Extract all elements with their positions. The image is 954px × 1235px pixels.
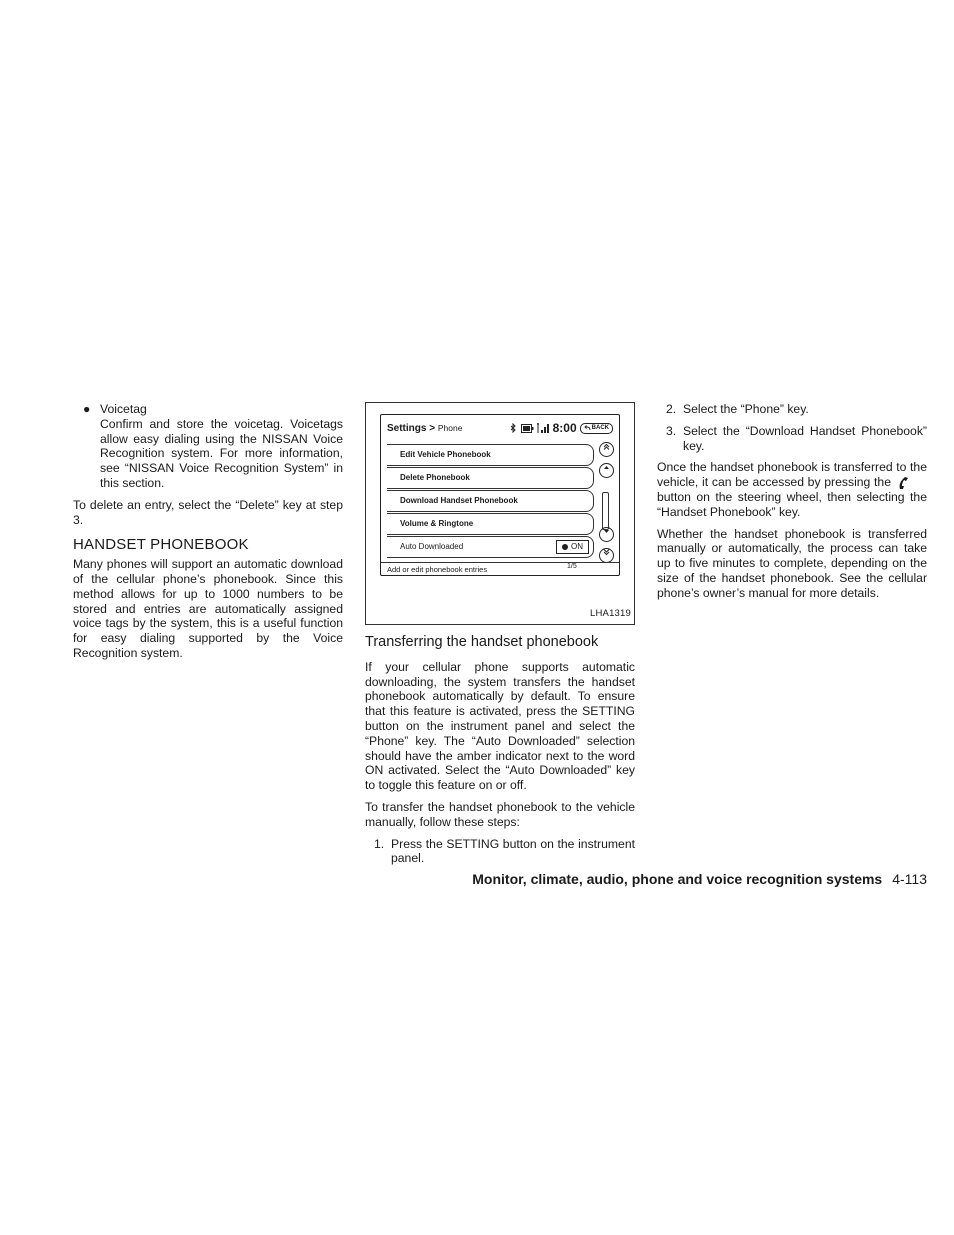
display-screen: [380, 414, 620, 576]
scroll-top-button[interactable]: [599, 442, 614, 457]
step-number: 2.: [666, 402, 677, 416]
back-button-label: BACK: [591, 424, 609, 431]
bullet-marker: ●: [83, 402, 91, 416]
menu-item-label: Auto Downloaded: [400, 542, 464, 551]
delete-paragraph: To delete an entry, select the “Delete” key at step 3.: [73, 497, 343, 527]
column-right: [657, 402, 927, 608]
chapter-title: Monitor, climate, audio, phone and voice recognition systems: [472, 871, 883, 887]
duration-paragraph: Whether the handset phonebook is transferred manually or automatically, the process can take up to five minutes to complete, depending on the size of the handset phonebook. See the cellular phone’s owner’s manual for more details.: [657, 526, 927, 600]
page-footer: [300, 871, 927, 887]
page-number: 4-113: [892, 871, 927, 887]
back-arrow-icon: [584, 425, 591, 431]
scrollbar[interactable]: [602, 492, 609, 530]
battery-icon: [521, 424, 534, 433]
menu-item-delete-phonebook[interactable]: [387, 467, 594, 489]
menu-item-volume-ringtone[interactable]: [387, 513, 594, 535]
access-text-a: Once the handset phonebook is transferred to the vehicle, it can be accessed by pressing the: [657, 460, 927, 490]
bullet-title: Voicetag: [100, 402, 147, 416]
menu-item-edit-vehicle-phonebook[interactable]: [387, 444, 594, 466]
scroll-down-button[interactable]: [599, 527, 614, 542]
clock-time: 8:00: [552, 421, 577, 435]
step-2: [657, 402, 927, 417]
menu-item-download-handset-phonebook[interactable]: [387, 490, 594, 512]
step-text: Select the “Phone” key.: [683, 402, 809, 416]
indicator-dot-icon: [562, 544, 568, 550]
screen-title: Settings >: [387, 423, 436, 434]
step-1: [365, 837, 635, 867]
figure-label: LHA1319: [589, 608, 631, 620]
toggle-label: ON: [571, 542, 583, 551]
bullet-text: Confirm and store the voicetag. Voicetags allow easy dialing using the NISSAN Voice Recognition system. For more information, see “NISSAN Voice Recognition System” in this section.: [100, 416, 343, 490]
menu-item-auto-downloaded[interactable]: [387, 536, 594, 558]
back-button[interactable]: [580, 423, 613, 434]
signal-icon: [537, 423, 550, 433]
manual-transfer-paragraph: To transfer the handset phonebook to the vehicle manually, follow these steps:: [365, 799, 635, 829]
section-heading: HANDSET PHONEBOOK: [73, 536, 249, 554]
phone-icon: [897, 476, 909, 490]
up-arrow-icon: [603, 464, 610, 471]
down-arrow-icon: [603, 528, 610, 535]
auto-download-paragraph: If your cellular phone supports automatic downloading, the system transfers the handset phonebook automatically by default. To ensure that this feature is activated, press the SETTING button on the instrument panel and select the “Phone” key. The “Auto Downloaded” selection should have the amber indicator next to the word ON activated. Select the “Auto Downloaded” key to toggle this feature on or off.: [365, 659, 635, 793]
step-number: 1.: [374, 836, 385, 851]
settings-menu: [387, 444, 594, 559]
screen-header: [387, 421, 613, 435]
access-text-b: button on the steering wheel, then selecting the “Handset Phonebook” key.: [657, 489, 927, 519]
double-up-icon: [603, 443, 610, 450]
access-paragraph: [657, 460, 927, 519]
status-bar: [509, 421, 613, 436]
menu-item-label: Delete Phonebook: [400, 473, 470, 482]
auto-download-toggle[interactable]: [556, 540, 589, 554]
settings-screen-figure: [365, 402, 635, 625]
step-text: Press the SETTING button on the instrument panel.: [391, 836, 635, 866]
scroll-up-button[interactable]: [599, 463, 614, 478]
screen-breadcrumb: Phone: [437, 423, 463, 433]
step-number: 3.: [666, 423, 677, 438]
double-down-icon: [603, 549, 610, 556]
menu-item-label: Edit Vehicle Phonebook: [400, 450, 491, 459]
scroll-bottom-button[interactable]: [599, 548, 614, 563]
menu-item-label: Download Handset Phonebook: [400, 496, 518, 505]
column-middle: [365, 402, 635, 873]
subsection-heading: Transferring the handset phonebook: [365, 634, 599, 650]
screen-hint-bar: Add or edit phonebook entries: [381, 562, 619, 575]
step-text: Select the “Download Handset Phonebook” key.: [683, 423, 927, 453]
step-3: [657, 424, 927, 454]
column-left: [73, 402, 343, 668]
page-indicator: 1/5: [567, 563, 577, 570]
section-paragraph: Many phones will support an automatic download of the cellular phone’s phonebook. Since this method allows for up to 1000 numbers to be stored and entries are automatically assigned voice tags by the system, this is a useful function for easy dialing supported by the Voice Recognition system.: [73, 557, 343, 660]
voicetag-bullet: [73, 402, 343, 491]
menu-item-label: Volume & Ringtone: [400, 519, 474, 528]
bluetooth-icon: [509, 423, 518, 433]
